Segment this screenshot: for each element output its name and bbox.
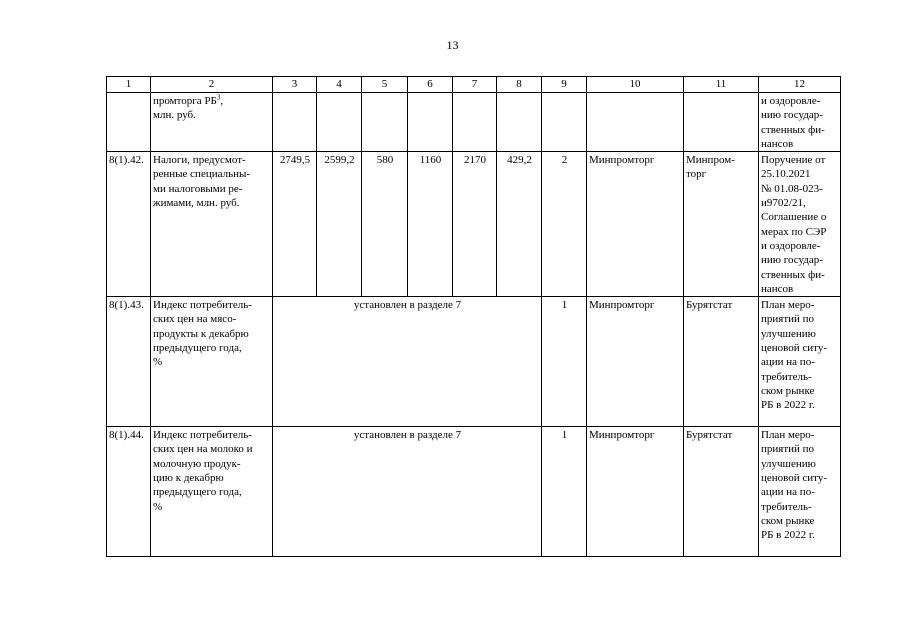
header-cell: 5	[362, 77, 408, 93]
source-cell	[684, 152, 759, 297]
table-row	[107, 297, 841, 427]
basis-text: План меро- приятий по улучшению ценовой ситу- ации на по- требитель- ском рынке РБ в 2022 г.	[761, 429, 828, 542]
header-cell: 1	[107, 77, 151, 93]
header-cell: 7	[453, 77, 497, 93]
basis-text: План меро- приятий по улучшению ценовой ситу- ации на по- требитель- ском рынке РБ в 2022 г.	[761, 299, 828, 412]
indicator-name-cell	[151, 427, 273, 557]
value-cell: 2170	[453, 152, 497, 297]
value-cell: 580	[362, 152, 408, 297]
value-cell: 2749,5	[273, 152, 317, 297]
value-cell: 1160	[408, 152, 453, 297]
value-cell	[453, 93, 497, 152]
indicator-name-text: промторга РБ	[153, 95, 217, 107]
basis-cell	[759, 152, 841, 297]
header-cell: 4	[317, 77, 362, 93]
header-cell: 9	[542, 77, 587, 93]
merged-values-cell: установлен в разделе 7	[273, 297, 542, 427]
header-cell: 3	[273, 77, 317, 93]
indicator-name-text: Индекс потребитель- ских цен на мясо- продукты к декабрю предыдущего года, %	[153, 299, 252, 369]
source-text: Минпром- торг	[686, 154, 735, 181]
header-cell: 11	[684, 77, 759, 93]
table-row	[107, 152, 841, 297]
value-cell	[317, 93, 362, 152]
value-cell	[273, 93, 317, 152]
indicator-name-cell	[151, 297, 273, 427]
header-cell: 2	[151, 77, 273, 93]
row-number-cell: 8(1).44.	[107, 427, 151, 557]
indicator-name-text: Налоги, предусмот- ренные специальны- ми налоговыми ре- жимами, млн. руб.	[153, 154, 251, 210]
row-number-cell: 8(1).42.	[107, 152, 151, 297]
basis-cell	[759, 297, 841, 427]
header-row	[107, 77, 841, 93]
data-table	[106, 76, 841, 557]
table-row	[107, 93, 841, 152]
priority-cell	[542, 93, 587, 152]
header-cell: 6	[408, 77, 453, 93]
basis-text: Поручение от 25.10.2021 № 01.08-023- и9702/21, Соглашение о мерах по СЭР и оздоровле- нию государ- ственных фи- нансов	[761, 154, 827, 295]
responsible-cell: Минпромторг	[587, 427, 684, 557]
page-number: 13	[446, 38, 459, 52]
basis-cell	[759, 93, 841, 152]
basis-text: и оздоровле- нию государ- ственных фи- нансов	[761, 95, 825, 150]
source-cell: Бурятстат	[684, 427, 759, 557]
header-cell: 12	[759, 77, 841, 93]
indicator-name-cell	[151, 93, 273, 152]
indicator-name-text: Индекс потребитель- ских цен на молоко и молочную продук- цию к декабрю предыдущего года, %	[153, 429, 253, 513]
value-cell: 429,2	[497, 152, 542, 297]
value-cell	[497, 93, 542, 152]
priority-cell: 1	[542, 427, 587, 557]
priority-cell: 2	[542, 152, 587, 297]
value-cell	[362, 93, 408, 152]
source-cell	[684, 93, 759, 152]
table-row	[107, 427, 841, 557]
row-number-cell	[107, 93, 151, 152]
merged-values-cell: установлен в разделе 7	[273, 427, 542, 557]
value-cell	[408, 93, 453, 152]
responsible-cell: Минпромторг	[587, 297, 684, 427]
header-cell: 8	[497, 77, 542, 93]
header-cell: 10	[587, 77, 684, 93]
indicator-name-cell	[151, 152, 273, 297]
responsible-cell: Минпромторг	[587, 152, 684, 297]
source-cell: Бурятстат	[684, 297, 759, 427]
responsible-cell	[587, 93, 684, 152]
value-cell: 2599,2	[317, 152, 362, 297]
footnote-mark: 3	[216, 93, 221, 102]
basis-cell	[759, 427, 841, 557]
priority-cell: 1	[542, 297, 587, 427]
row-number-cell: 8(1).43.	[107, 297, 151, 427]
indicator-name-continuation: , млн. руб.	[153, 95, 224, 122]
